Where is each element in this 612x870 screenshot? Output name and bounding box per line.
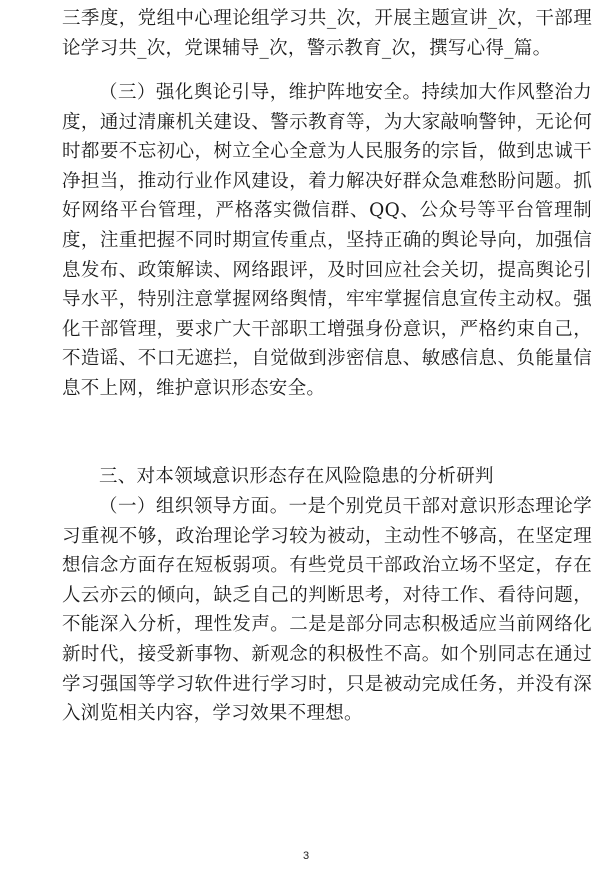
- continuation-paragraph: 三季度，党组中心理论组学习共_次，开展主题宣讲_次，干部理论学习共_次，党课辅导_次，警示教育_次，撰写心得_篇。: [62, 8, 592, 59]
- page-number: 3: [302, 850, 310, 862]
- section-paragraph-strengthen-guidance: （三）强化舆论引导，维护阵地安全。持续加大作风整治力度，通过清廉机关建设、警示教育等，为大家敲响警钟，无论何时都要不忘初心，树立全心全意为人民服务的宗旨，做到忠诚干净担当，推动行业作风建设，着力解决好群众急难愁盼问题。抓好网络平台管理，严格落实微信群、QQ、公众号等平台管理制度，注重把握不同时期宣传重点，坚持正确的舆论导向，加强信息发布、政策解读、网络跟评，及时回应社会关切，提高舆论引导水平，特别注意掌握网络舆情，牢牢掌握信息宣传主动权。强化干部管理，要求广大干部职工增强身份意识，严格约束自己，不造谣、不口无遮拦，自觉做到涉密信息、敏感信息、负能量信息不上网，维护意识形态安全。: [62, 82, 592, 399]
- section-heading-risk-analysis: 三、对本领域意识形态存在风险隐患的分析研判: [99, 466, 494, 487]
- section-paragraph-organization-leadership: （一）组织领导方面。一是个别党员干部对意识形态理论学习重视不够，政治理论学习较为被动，主动性不够高，在坚定理想信念方面存在短板弱项。有些党员干部政治立场不坚定，存在人云亦云的倾向，缺乏自己的判断思考，对待工作、看待问题，不能深入分析，理性发声。二是是部分同志积极适应当前网络化新时代，接受新事物、新观念的积极性不高。如个别同志在通过学习强国等学习软件进行学习时，只是被动完成任务，并没有深入浏览相关内容，学习效果不理想。: [62, 496, 592, 725]
